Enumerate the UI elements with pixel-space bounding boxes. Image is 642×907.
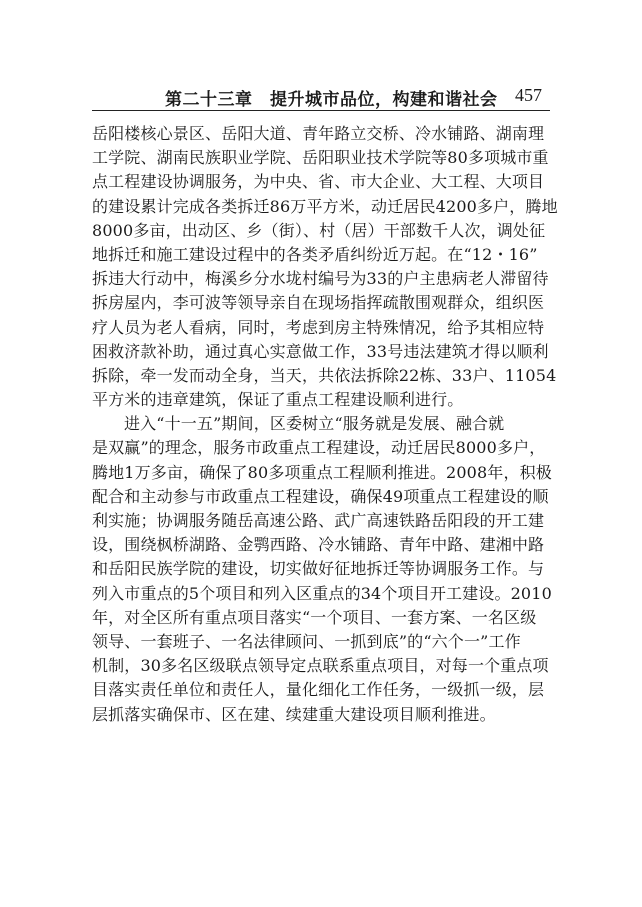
text-line: 平方米的违章建筑，保证了重点工程建设顺利进行。 [92,390,464,410]
text-line: 点工程建设协调服务，为中央、省、市大企业、大工程、大项目 [92,172,545,192]
text-line: 工学院、湖南民族职业学院、岳阳职业技术学院等80多项城市重 [92,148,549,168]
text-line: 疗人员为老人看病，同时，考虑到房主特殊情况，给予其相应特 [92,317,545,337]
chapter-title: 第二十三章 提升城市品位，构建和谐社会 [165,90,498,110]
text-line: 目落实责任单位和责任人，量化细化工作任务，一级抓一级，层 [92,680,545,700]
text-line: 利实施；协调服务随岳高速公路、武广高速铁路岳阳段的开工建 [92,511,545,530]
text-line: 拆除，牵一发而动全身，当天，共依法拆除22栋、33户、11054 [92,365,557,385]
text-line: 和岳阳民族学院的建设，切实做好征地拆迁等协调服务工作。与 [92,559,545,579]
text-line: 拆房屋内，李可波等领导亲自在现场指挥疏散围观群众，组织医 [92,293,545,313]
text-line: 年，对全区所有重点项目落实“一个项目、一套方案、一名区级 [92,607,537,627]
text-line: 层抓落实确保市、区在建、续建重大建设项目顺利推进。 [92,704,496,724]
text-line: 地拆迁和施工建设过程中的各类矛盾纠纷近万起。在“12・16” [92,244,538,264]
text-line: 领导、一套班子、一名法律顾问、一抓到底”的“六个一”工作 [92,631,521,651]
text-line: 设，围绕枫桥湖路、金鹗西路、冷水铺路、青年中路、建湘中路 [92,535,545,555]
paragraph-first-line: 进入“十一五”期间，区委树立“服务就是发展、融合就 [124,414,505,434]
text-line: 拆违大行动中，梅溪乡分水垅村编号为33的户主患病老人滞留待 [92,269,549,289]
text-line: 困救济款补助，通过真心实意做工作，33号违法建筑才得以顺利 [92,341,549,361]
header-rule [92,110,550,111]
text-line: 机制，30多名区级联点领导定点联系重点项目，对每一个重点项 [92,656,549,676]
text-line: 岳阳楼核心景区、岳阳大道、青年路立交桥、冷水铺路、湖南理 [92,124,545,143]
text-line: 是双赢”的理念，服务市政重点工程建设，动迁居民8000多户， [92,438,546,458]
text-line: 的建设累计完成各类拆迁86万平方米，动迁居民4200多户，腾地 [92,196,558,216]
text-line: 配合和主动参与市政重点工程建设，确保49项重点工程建设的顺 [92,486,549,506]
text-line: 列入市重点的5个项目和列入区重点的34个项目开工建设。2010 [92,583,552,603]
running-header [92,82,550,112]
text-line: 8000多亩，出动区、乡（街）、村（居）干部数千人次，调处征 [92,220,546,240]
body-text [92,122,558,727]
page-number: 457 [515,85,542,105]
text-line: 腾地1万多亩，确保了80多项重点工程顺利推进。2008年，积极 [92,462,552,482]
